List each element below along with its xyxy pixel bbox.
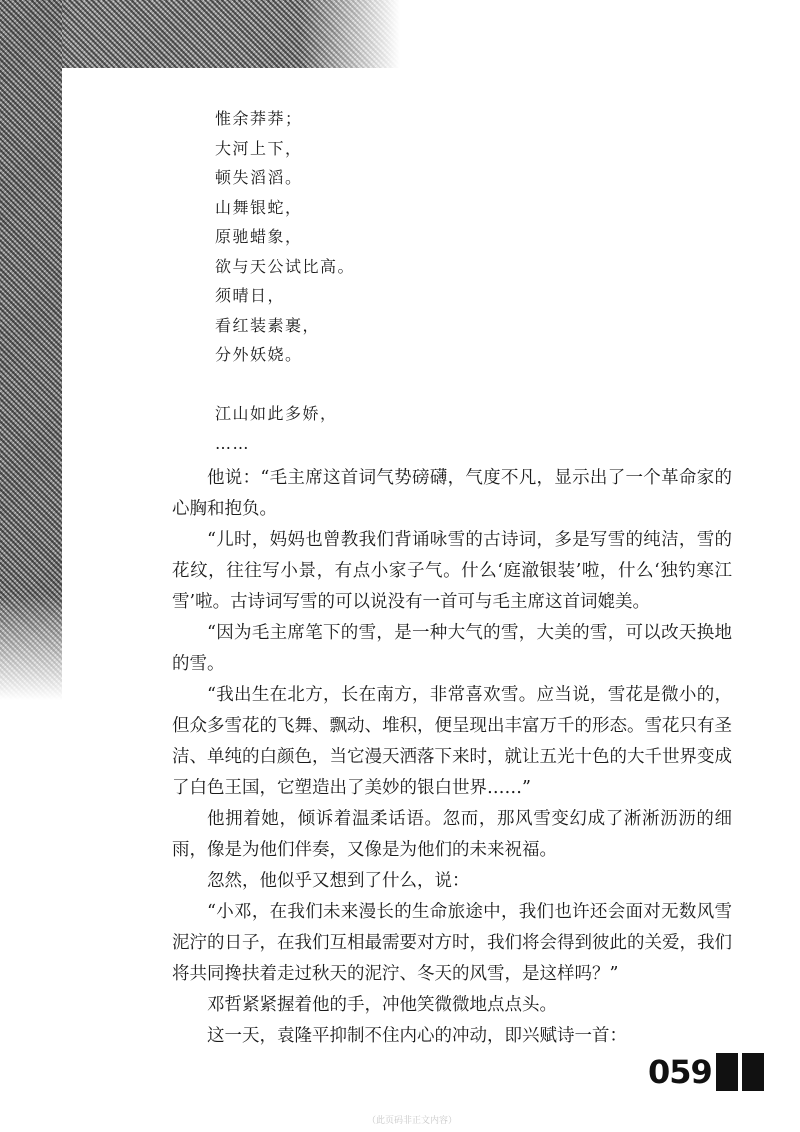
page-number: 059 (648, 1053, 712, 1091)
paragraph: “小邓，在我们未来漫长的生命旅途中，我们也许还会面对无数风雪泥泞的日子，在我们互相最需要对方时，我们将会得到彼此的关爱，我们将共同搀扶着走过秋天的泥泞、冬天的风雪，是这样吗？” (172, 902, 732, 984)
paragraph: 他拥着她，倾诉着温柔话语。忽而，那风雪变幻成了淅淅沥沥的细雨，像是为他们伴奏，又像是为他们的未来祝福。 (172, 809, 732, 860)
footer-note: （此页码非正文内容） (367, 1116, 458, 1126)
paragraph: “儿时，妈妈也曾教我们背诵咏雪的古诗词，多是写雪的纯洁，雪的花纹，往往写小景，有点小家子气。什么‘庭澈银装’啦，什么‘独钓寒江雪’啦。古诗词写雪的可以说没有一首可与毛主席这首词媲美。 (172, 530, 732, 612)
poem-line: 大河上下， (215, 138, 303, 158)
paragraph: 忽然，他似乎又想到了什么，说： (207, 871, 470, 891)
poem-line: 惟余莽莽； (215, 109, 303, 128)
stanza-gap (215, 370, 535, 400)
scan-shadow-left (0, 0, 62, 700)
paragraph: 他说：“毛主席这首词气势磅礴，气度不凡，显示出了一个革命家的心胸和抱负。 (172, 468, 732, 519)
poem-ellipsis: …… (215, 433, 250, 453)
poem-line: 看红装素裹， (215, 315, 321, 335)
body-text (172, 463, 732, 1052)
poem-line: 分外妖娆。 (215, 345, 303, 364)
poem-line: 须晴日， (215, 286, 286, 305)
page-number-block (648, 1050, 764, 1094)
poem-line: 山舞银蛇， (215, 197, 303, 217)
poem-block (215, 104, 535, 458)
poem-line: 欲与天公试比高。 (215, 256, 356, 276)
poem-line: 顿失滔滔。 (215, 168, 303, 187)
paragraph: “因为毛主席笔下的雪，是一种大气的雪，大美的雪，可以改天换地的雪。 (172, 623, 732, 674)
folio-bar (742, 1053, 764, 1091)
paragraph: 邓哲紧紧握着他的手，冲他笑微微地点点头。 (207, 995, 557, 1015)
paragraph: 这一天，袁隆平抑制不住内心的冲动，即兴赋诗一首： (207, 1026, 627, 1046)
paragraph: “我出生在北方，长在南方，非常喜欢雪。应当说，雪花是微小的，但众多雪花的飞舞、飘动、堆积，便呈现出丰富万千的形态。雪花只有圣洁、单纯的白颜色，当它漫天洒落下来时，就让五光十色的大千世界变成了白色王国，它塑造出了美妙的银白世界……” (172, 685, 732, 798)
poem-line: 江山如此多娇， (215, 404, 338, 423)
poem-line: 原驰蜡象， (215, 227, 303, 246)
folio-bar (716, 1053, 738, 1091)
